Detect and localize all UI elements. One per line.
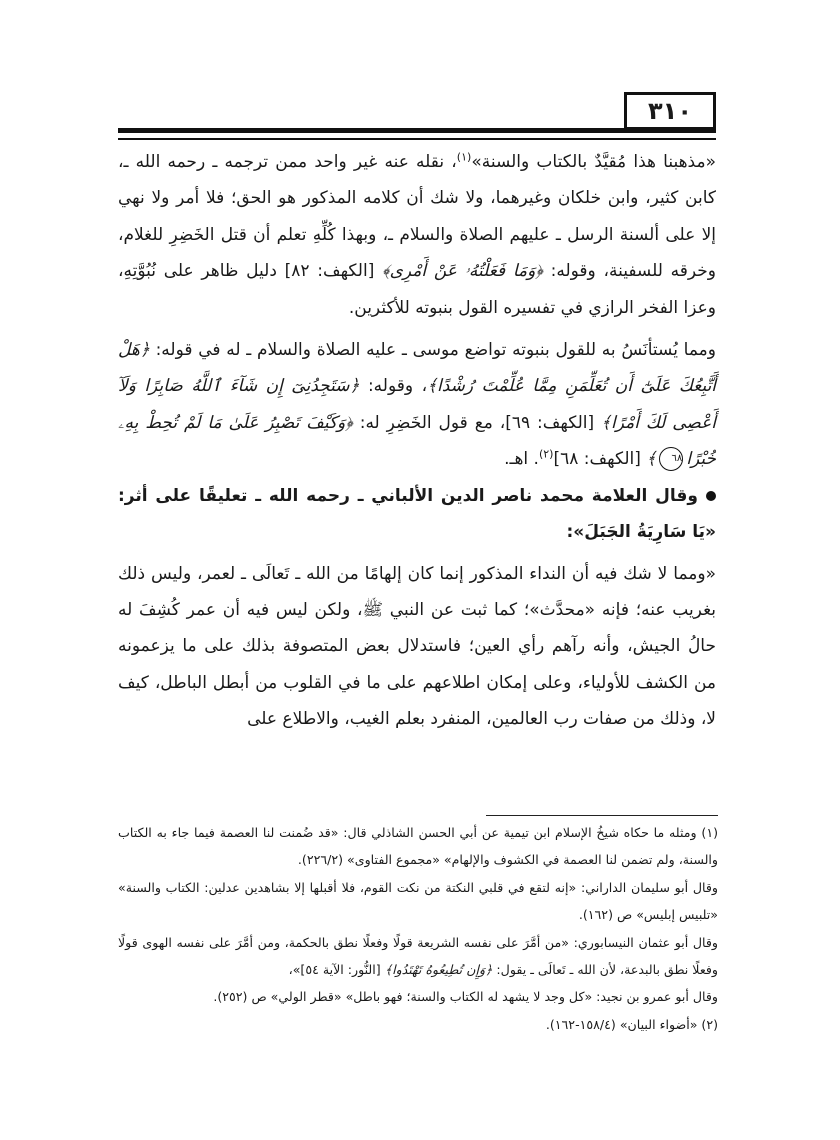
main-text [118,144,716,738]
footnote-text: وقال أبو عثمان النيسابوري: «من أمَّرَ على نفسه الشريعة قولًا وفعلًا نطق بالحكمة، ومن أمَّرَ على نفسه الهوى قولًا وفعلًا نطق بالبدعة، لأن الله ـ تَعالَى ـ يقول: [118,934,718,978]
paragraph-text: [الكهف: ٦٩]، مع قول الخَضِرِ له: [359,412,595,433]
paragraph-text: ، نقله عنه غير واحد ممن ترجمه ـ رحمه الله ـ، كابن كثير، وابن خلكان وغيرهما، ولا شك أن كلامه المذكور هو الحق؛ فلا أمر ولا نهي إلا على ألسنة الرسل ـ عليهم الصلاة والسلام ـ، وبهذا كُلِّهِ تعلم أن قتل الخَضِرِ للغلام، وخرقه للسفينة، وقوله: [118,152,716,282]
paragraph-text: «ومما لا شك فيه أن النداء المذكور إنما كان إلهامًا من الله ـ تَعالَى ـ لعمر، وليس ذلك بغريب عنه؛ فإنه «محدَّث»؛ كما ثبت عن النبي ﷺ، ولكن ليس فيه أن عمر كُشِفَ له حالُ الجيش، وأنه رآهم رأي العين؛ فاستدلال بعض المتصوفة بذلك على ما يزعمونه من الكشف للأولياء، وعلى إمكان اطلاعهم على ما في القلوب من أبطل الباطل، كيف لا، وذلك من صفات رب العالمين، المنفرد بعلم الغيب، والاطلاع على [118,563,716,730]
footnote-ref-2[interactable]: (٢) [538,447,554,461]
paragraph-3 [118,556,716,738]
footnotes [118,819,718,1038]
quran-verse: ﴿هَلْ أَتَّبِعُكَ عَلَىٰٓ أَن تُعَلِّمَنِ مِمَّا عُلِّمْتَ رُشْدًا﴾ [118,340,717,397]
footnote-2: (٢) «أضواء البيان» (١٥٨/٤-١٦٢). [545,1016,718,1032]
page-number: ٣١٠ [624,92,716,130]
paragraph-text: ، وقوله: [367,376,428,397]
footnote-1: (١) ومثله ما حكاه شيخُ الإسلام ابن تيمية عن أبي الحسن الشاذلي قال: «قد ضُمنت لنا العصمة فيما جاء به الكتاب والسنة، ولم تضمن لنا العصمة في الكشوف والإلهام» «مجموع الفتاوى» (٢٢٦/٢). [118,825,718,868]
heading-quote: «يَا سَارِيَةُ الجَبَلَ»: [566,521,716,542]
quote-text: «مذهبنا هذا مُقيَّدٌ بالكتاب والسنة» [471,152,716,172]
bullet-icon [706,491,716,501]
header-rule-thin [118,138,716,140]
quran-verse: ﴿سَتَجِدُنِىٓ إِن شَآءَ ٱللَّهُ صَابِرًا وَلَآ أَعْصِى لَكَ أَمْرًا﴾ [118,376,717,433]
footnote-1-continued: وقال أبو سليمان الداراني: «إنه لتقع في قلبي النكتة من نكت القوم، فلا أقبلها إلا بشاهدين عدلين: الكتاب والسنة» «تلبيس إبليس» ص (١٦٢). [118,879,718,923]
footnote-text: [النُّور: الآية ٥٤]»، [288,962,381,978]
quran-verse: ﴿وَإِن تُطِيعُوهُ تَهْتَدُوا﴾ [384,962,493,978]
paragraph-1 [118,144,716,326]
heading-text: وقال العلامة محمد ناصر الدين الألباني ـ رحمه الله ـ تعليقًا على أثر: [118,485,698,506]
footnote-ref-1[interactable]: (١) [456,150,472,164]
footnote-separator [486,815,718,816]
paragraph-text: [الكهف: ٨٢] دليل ظاهر على نُبُوَّتِهِ، وعزا الفخر الرازي في تفسيره القول بنبوته للأكثرين. [118,261,716,318]
footnote-1-continued: وقال أبو عمرو بن نجيد: «كل وجد لا يشهد له الكتاب والسنة؛ فهو باطل» «قطر الولي» ص (٢٥٢). [213,989,718,1005]
section-heading [118,478,716,550]
quran-verse-end: ﴾ [646,449,657,470]
quran-verse: ﴿وَكَيْفَ تَصْبِرُ عَلَىٰ مَا لَمْ تُحِطْ بِهِۦ خُبْرًا [118,412,716,470]
quran-verse: ﴿وَمَا فَعَلْتُهُۥ عَنْ أَمْرِى﴾ [382,261,543,282]
footnote-1-continued [118,929,718,984]
paragraph-text: ومما يُستأنَسُ به للقول بنبوته تواضع موسى ـ عليه الصلاة والسلام ـ له في قوله: [155,340,716,361]
paragraph-text: . اهـ. [504,449,539,470]
verse-citation: [الكهف: ٦٨] [553,449,641,470]
paragraph-2 [118,332,716,478]
verse-number-medallion: ٦٨ [659,447,683,471]
